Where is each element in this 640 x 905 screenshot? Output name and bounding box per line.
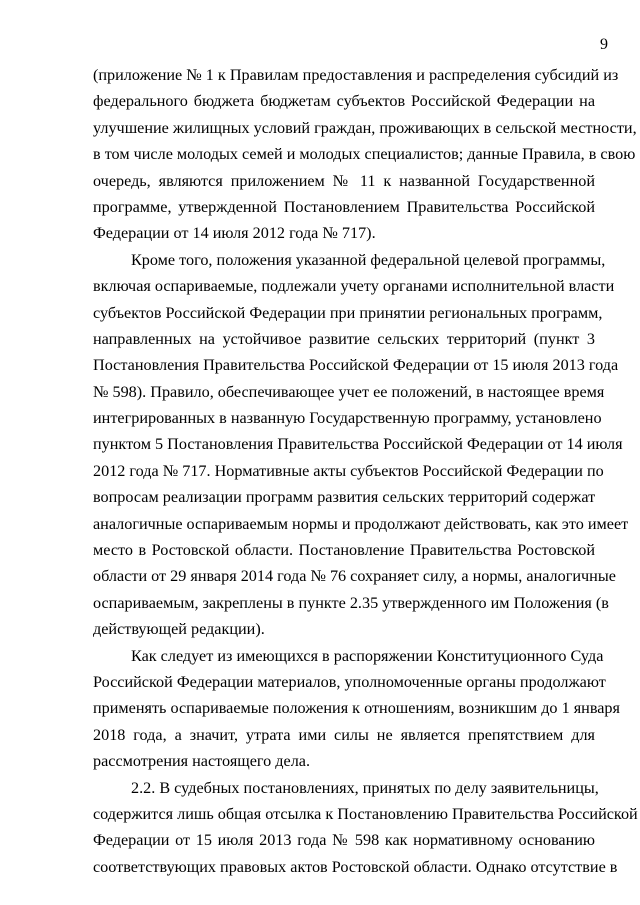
text-line: Кроме того, положения указанной федеральной целевой программы, — [131, 250, 606, 269]
text-line: в том числе молодых семей и молодых специалистов; данные Правила, в свою — [93, 145, 636, 164]
text-line: (приложение № 1 к Правилам предоставления и распределения субсидий из — [93, 66, 619, 84]
text-line: 2018 года, а значит, утрата ими силы не является препятствием для — [93, 725, 595, 744]
text-line: области от 29 января 2014 года № 76 сохраняет силу, а нормы, аналогичные — [93, 567, 616, 586]
text-line: рассмотрения настоящего дела. — [93, 752, 311, 771]
text-line: Федерации от 14 июля 2012 года № 717). — [93, 224, 376, 243]
text-line: федерального бюджета бюджетам субъектов Российской Федерации на — [93, 92, 595, 111]
text-line: № 598). Правило, обеспечивающее учет ее положений, в настоящее время — [93, 382, 605, 401]
text-line: пунктом 5 Постановления Правительства Российской Федерации от 14 июля — [93, 435, 623, 454]
text-line: улучшение жилищных условий граждан, проживающих в сельской местности, — [93, 118, 637, 137]
text-line: интегрированных в названную Государственную программу, установлено — [93, 409, 602, 428]
text-line: программе, утвержденной Постановлением Правительства Российской — [93, 197, 595, 216]
text-line: субъектов Российской Федерации при принятии региональных программ, — [93, 303, 603, 322]
text-line: включая оспариваемые, подлежали учету органами исполнительной власти — [93, 277, 615, 296]
text-line: направленных на устойчивое развитие сельских территорий (пункт 3 — [93, 329, 595, 348]
text-line: 2.2. В судебных постановлениях, принятых по делу заявительницы, — [131, 778, 599, 797]
text-line: место в Ростовской области. Постановление Правительства Ростовской — [93, 541, 595, 560]
text-line: соответствующих правовых актов Ростовской области. Однако отсутствие в — [93, 857, 618, 876]
text-line: Постановления Правительства Российской Федерации от 15 июля 2013 года — [93, 356, 619, 375]
text-line: содержится лишь общая отсылка к Постановлению Правительства Российской — [93, 804, 638, 823]
text-line: оспариваемым, закреплены в пункте 2.35 утвержденного им Положения (в — [93, 593, 609, 612]
text-line: вопросам реализации программ развития сельских территорий содержат — [93, 488, 596, 507]
text-line: Российской Федерации материалов, уполномоченные органы продолжают — [93, 672, 606, 691]
text-line: очередь, являются приложением № 11 к названной Государственной — [93, 171, 595, 190]
text-line: 2012 года № 717. Нормативные акты субъектов Российской Федерации по — [93, 461, 604, 480]
page-number: 9 — [600, 36, 608, 53]
text-line: аналогичные оспариваемым нормы и продолжают действовать, как это имеет — [93, 514, 629, 533]
text-line: Федерации от 15 июля 2013 года № 598 как нормативному основанию — [93, 831, 595, 850]
text-line: действующей редакции). — [93, 620, 265, 639]
text-line: Как следует из имеющихся в распоряжении Конституционного Суда — [131, 646, 604, 665]
body-text — [93, 62, 638, 880]
text-line: применять оспариваемые положения к отношениям, возникшим до 1 января — [93, 699, 620, 718]
